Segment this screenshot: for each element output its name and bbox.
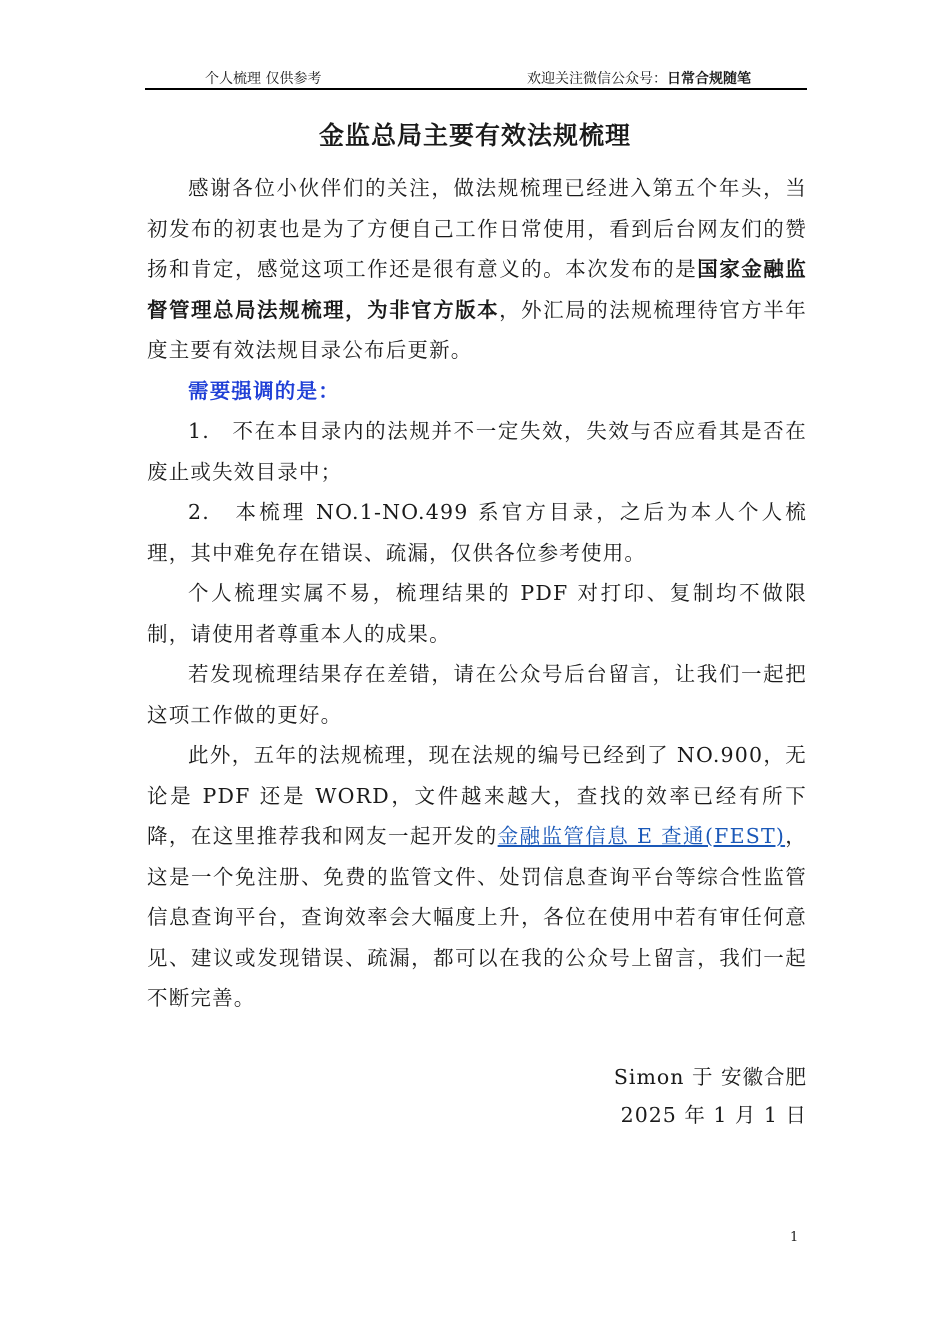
list-item-1: 1. 不在本目录内的法规并不一定失效，失效与否应看其是否在废止或失效目录中； — [147, 419, 807, 484]
intro-bold-text: 国家金融监督管理总局法规梳理，为非官方版本 — [147, 257, 808, 322]
intro-text-a: 感谢各位小伙伴们的关注，做法规梳理已经进入第五个年头，当初发布的初衷也是为了方便自己工作日常使用，看到后台网友们的赞扬和肯定，感觉这项工作还是很有意义的。本次发布的是 — [147, 176, 807, 281]
fest-link[interactable]: 金融监管信息 E 查通(FEST) — [497, 824, 786, 848]
header-right-prefix: 欢迎关注微信公众号： — [527, 71, 667, 87]
print-paragraph: 个人梳理实属不易，梳理结果的 PDF 对打印、复制均不做限制，请使用者尊重本人的成果。 — [147, 581, 807, 646]
page-header — [145, 60, 807, 90]
intro-paragraph — [147, 168, 807, 371]
header-account-name: 日常合规随笔 — [667, 71, 751, 87]
emphasis-text: 需要强调的是： — [188, 378, 340, 403]
page-number: 1 — [790, 1230, 799, 1245]
intro-text-b: ，外汇局的法规梳理待官方半年度主要有效法规目录公布后更新。 — [147, 297, 807, 362]
header-left-text: 个人梳理 仅供参考 — [205, 71, 322, 87]
document-title: 金监总局主要有效法规梳理 — [318, 121, 631, 150]
recommend-paragraph — [147, 735, 807, 1019]
feedback-paragraph: 若发现梳理结果存在差错，请在公众号后台留言，让我们一起把这项工作做的更好。 — [147, 662, 807, 727]
header-right-text — [527, 68, 751, 88]
document-body — [147, 168, 807, 1019]
recommend-text-b: ，这是一个免注册、免费的监管文件、处罚信息查询平台等综合性监管信息查询平台，查询效率会大幅度上升，各位在使用中若有审任何意见、建议或发现错误、疏漏，都可以在我的公众号上留言，我们一起不断完善。 — [147, 824, 807, 1010]
emphasis-heading — [147, 371, 807, 412]
signature-block — [147, 1058, 807, 1134]
list-item-2: 2. 本梳理 NO.1-NO.499 系官方目录，之后为本人个人梳理，其中难免存在错误、疏漏，仅供各位参考使用。 — [147, 500, 807, 565]
signature-name: Simon 于 安徽合肥 — [613, 1065, 807, 1089]
recommend-text-a: 此外，五年的法规梳理，现在法规的编号已经到了 NO.900，无论是 PDF 还是 WORD，文件越来越大，查找的效率已经有所下降，在这里推荐我和网友一起开发的 — [147, 743, 807, 848]
signature-date: 2025 年 1 月 1 日 — [620, 1103, 807, 1127]
